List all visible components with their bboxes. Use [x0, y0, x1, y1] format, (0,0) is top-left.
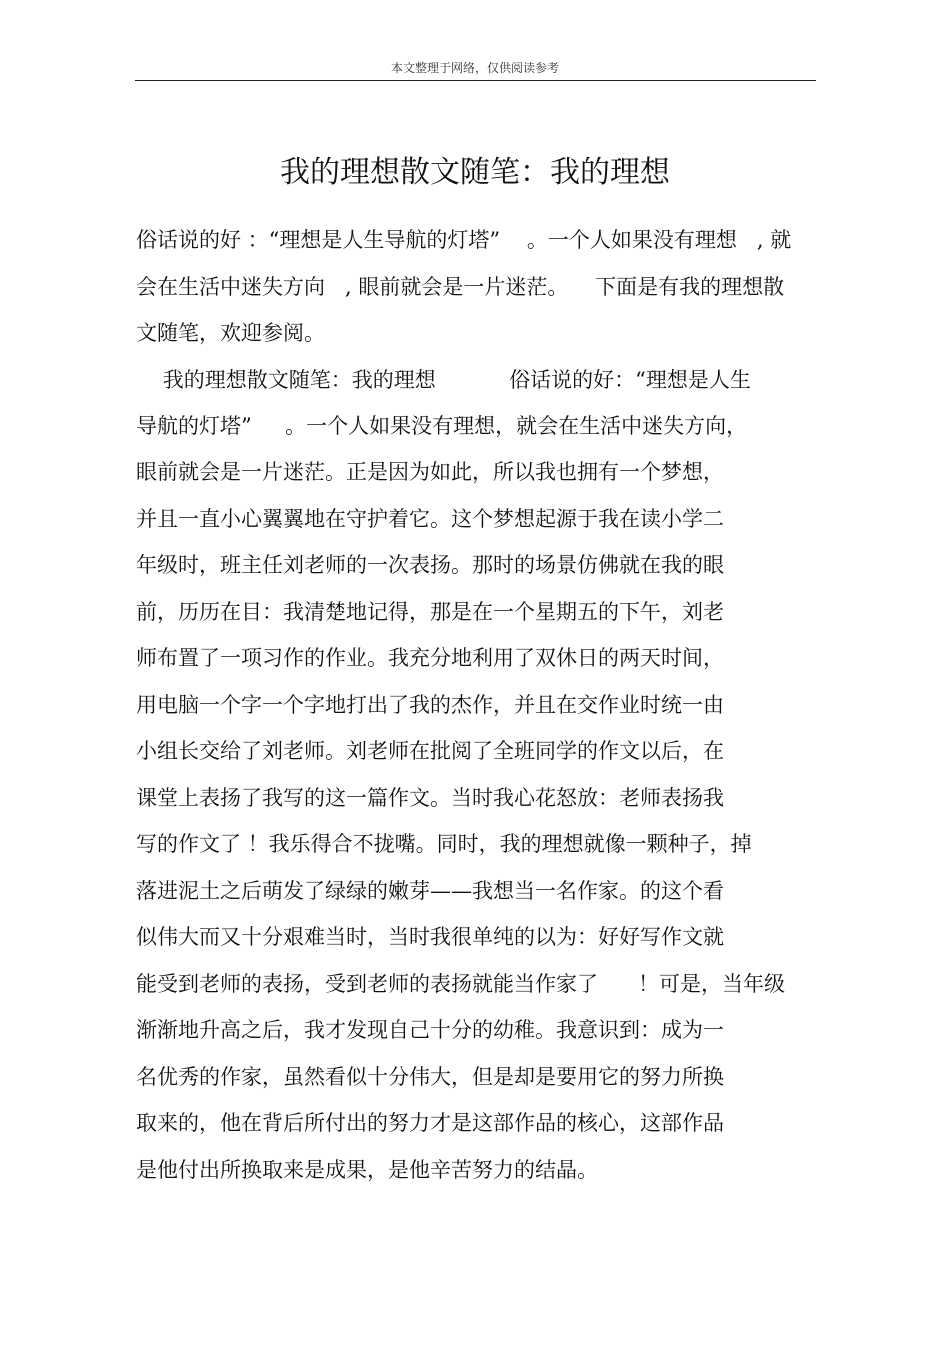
body-line: 前，历历在目：我清楚地记得，那是在一个星期五的下午，刘老 — [136, 600, 724, 624]
body-line: 课堂上表扬了我写的这一篇作文。当时我心花怒放：老师表扬我 — [136, 786, 724, 810]
body-line: 文随笔，欢迎参阅。 — [136, 321, 325, 345]
body-line: 用电脑一个字一个字地打出了我的杰作，并且在交作业时统一由 — [136, 693, 724, 717]
header-divider — [135, 80, 816, 81]
body-line: 能受到老师的表扬，受到老师的表扬就能当作家了 ！可是，当年级 — [136, 972, 786, 996]
body-line: 会在生活中迷失方向 , 眼前就会是一片迷茫。 下面是有我的理想散 — [136, 275, 785, 299]
body-line: 是他付出所换取来是成果，是他辛苦努力的结晶。 — [136, 1158, 598, 1182]
body-line: 小组长交给了刘老师。刘老师在批阅了全班同学的作文以后，在 — [136, 739, 724, 763]
body-line: 取来的，他在背后所付出的努力才是这部作品的核心，这部作品 — [136, 1111, 724, 1135]
body-line: 名优秀的作家，虽然看似十分伟大，但是却是要用它的努力所换 — [136, 1065, 724, 1089]
body-line: 年级时，班主任刘老师的一次表扬。那时的场景仿佛就在我的眼 — [136, 553, 724, 577]
body-line: 导航的灯塔” 。一个人如果没有理想，就会在生活中迷失方向， — [136, 414, 748, 438]
body-line: 写的作文了 ！我乐得合不拢嘴。同时，我的理想就像一颗种子，掉 — [136, 832, 752, 856]
body-line: 俗话说的好 ：“理想是人生导航的灯塔” 。一个人如果没有理想 , 就 — [136, 228, 792, 252]
body-line: 眼前就会是一片迷茫。正是因为如此，所以我也拥有一个梦想， — [136, 460, 724, 484]
body-line: 师布置了一项习作的作业。我充分地利用了双休日的两天时间， — [136, 646, 724, 670]
body-line: 我的理想散文随笔：我的理想 俗话说的好：“理想是人生 — [136, 368, 751, 392]
body-line: 渐渐地升高之后，我才发现自己十分的幼稚。我意识到：成为一 — [136, 1018, 724, 1042]
body-line: 落进泥土之后萌发了绿绿的嫩芽——我想当一名作家。的这个看 — [136, 879, 724, 903]
page-header-note: 本文整理于网络，仅供阅读参考 — [390, 61, 559, 75]
body-line: 似伟大而又十分艰难当时，当时我很单纯的以为：好好写作文就 — [136, 925, 724, 949]
document-title: 我的理想散文随笔：我的理想 — [280, 155, 670, 190]
body-line: 并且一直小心翼翼地在守护着它。这个梦想起源于我在读小学二 — [136, 507, 724, 531]
